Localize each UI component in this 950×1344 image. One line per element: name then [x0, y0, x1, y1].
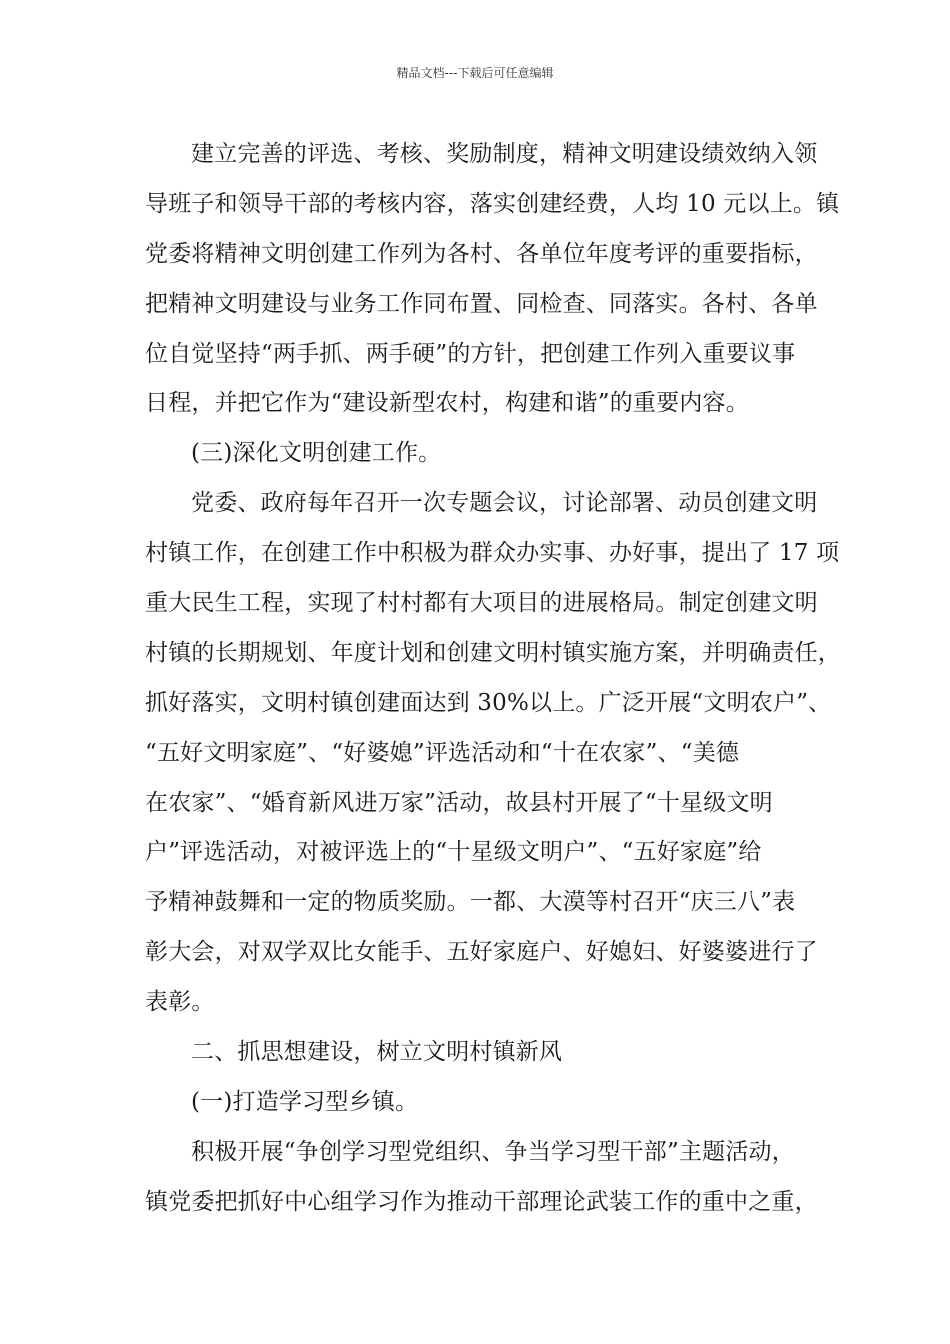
paragraph-line: 重大民生工程，实现了村村都有大项目的进展格局。制定创建文明	[145, 590, 818, 617]
paragraph-line: 村镇的长期规划、年度计划和创建文明村镇实施方案，并明确责任，	[145, 639, 841, 666]
paragraph-line: 位自觉坚持“两手抓、两手硬”的方针，把创建工作列入重要议事	[145, 340, 796, 367]
paragraph-line: 把精神文明建设与业务工作同布置、同检查、同落实。各村、各单	[145, 290, 818, 317]
paragraph-line: 户”评选活动，对被评选上的“十星级文明户”、“五好家庭”给	[145, 839, 762, 866]
paragraph-line: “五好文明家庭”、“好婆媳”评选活动和“十在农家”、“美德	[145, 739, 740, 766]
paragraph-line: 表彰。	[145, 989, 215, 1016]
paragraph-line: 党委将精神文明创建工作列为各村、各单位年度考评的重要指标，	[145, 240, 818, 267]
section-heading: (三)深化文明创建工作。	[191, 440, 442, 467]
document-body	[145, 130, 841, 1228]
paragraph-line: 抓好落实，文明村镇创建面达到 30%以上。广泛开展“文明农户”、	[145, 689, 832, 716]
paragraph-line: 彰大会，对双学双比女能手、五好家庭户、好媳妇、好婆婆进行了	[145, 939, 818, 966]
paragraph-line: 镇党委把抓好中心组学习作为推动干部理论武装工作的重中之重，	[145, 1188, 818, 1215]
paragraph-line: 积极开展“争创学习型党组织、争当学习型干部”主题活动，	[191, 1138, 795, 1165]
page-header: 精品文档---下载后可任意编辑	[396, 66, 554, 80]
paragraph-line: 在农家”、“婚育新风进万家”活动，故县村开展了“十星级文明	[145, 789, 773, 816]
paragraph-line: 建立完善的评选、考核、奖励制度，精神文明建设绩效纳入领	[191, 141, 818, 167]
paragraph-line: 村镇工作，在创建工作中积极为群众办实事、办好事，提出了 17 项	[145, 540, 840, 567]
paragraph-line: 日程，并把它作为“建设新型农村，构建和谐”的重要内容。	[145, 390, 749, 417]
paragraph-line: 导班子和领导干部的考核内容，落实创建经费，人均 10 元以上。镇	[145, 190, 840, 217]
paragraph-line: 予精神鼓舞和一定的物质奖励。一都、大漠等村召开“庆三八”表	[145, 889, 796, 916]
section-heading: 二、抓思想建设，树立文明村镇新风	[191, 1039, 563, 1066]
paragraph-line: 党委、政府每年召开一次专题会议，讨论部署、动员创建文明	[191, 490, 818, 517]
subsection-heading: (一)打造学习型乡镇。	[191, 1088, 419, 1115]
